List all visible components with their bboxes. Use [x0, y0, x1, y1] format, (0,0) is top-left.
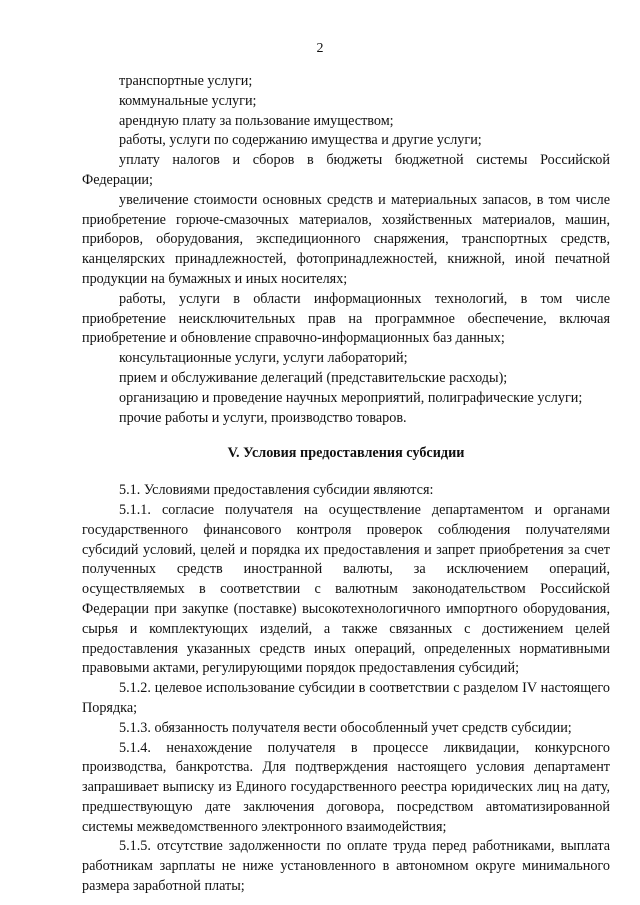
section-heading: V. Условия предоставления субсидии [227, 445, 465, 462]
list-item: работы, услуги по содержанию имущества и другие услуги; [119, 132, 482, 149]
section-paragraph: 5.1.1. согласие получателя на осуществление департаментом и органами государственного финансового контроля проверок соблюдения получателями субсидий условий, целей и порядка их предоставления и запрет приобретения за счет полученных средств иностранной валюты, за исключением операций, осуществляемых в соответствии с валютным законодательством Российской Федерации при закупке (поставке) высокотехнологичного импортного оборудования, сырья и комплектующих изделий, а также связанных с достижением целей предоставления указанных средств иных операций, определенных нормативными правовыми актами, регулирующими порядок предоставления субсидий; [82, 501, 610, 677]
list-item: коммунальные услуги; [119, 92, 257, 109]
document-body [82, 72, 610, 897]
section-paragraph: 5.1.5. отсутствие задолженности по оплате труда перед работниками, выплата работникам зарплаты не ниже установленного в автономном округе минимального размера заработной платы; [82, 838, 610, 895]
list-item: организацию и проведение научных мероприятий, полиграфические услуги; [119, 389, 583, 406]
list-item: прочие работы и услуги, производство товаров. [119, 409, 407, 426]
section-paragraph: 5.1.3. обязанность получателя вести обособленный учет средств субсидии; [119, 719, 572, 736]
list-item: уплату налогов и сборов в бюджеты бюджетной системы Российской Федерации; [82, 152, 610, 188]
section-paragraph: 5.1. Условиями предоставления субсидии являются: [119, 482, 434, 499]
list-item: увеличение стоимости основных средств и материальных запасов, в том числе приобретение горюче-смазочных материалов, хозяйственных материалов, машин, приборов, оборудования, экспедиционного снаряжения, транспортных средств, канцелярских принадлежностей, фотопринадлежностей, книжной, иной печатной продукции на бумажных и иных носителях; [82, 191, 610, 287]
list-item: консультационные услуги, услуги лабораторий; [119, 350, 408, 367]
list-item: работы, услуги в области информационных технологий, в том числе приобретение неисключительных прав на программное обеспечение, включая приобретение и обновление справочно-информационных баз данных; [82, 290, 610, 347]
section-paragraph: 5.1.2. целевое использование субсидии в соответствии с разделом IV настоящего Порядка; [82, 680, 610, 716]
list-item: арендную плату за пользование имуществом; [119, 112, 394, 129]
list-item: прием и обслуживание делегаций (представительские расходы); [119, 369, 508, 386]
page-number: 2 [316, 41, 324, 56]
list-item: транспортные услуги; [119, 73, 253, 89]
section-paragraph: 5.1.4. ненахождение получателя в процессе ликвидации, конкурсного производства, банкротства. Для подтверждения настоящего условия департамент запрашивает выписку из Единого государственного реестра юридических лиц на дату, предшествующую дате заключения договора, посредством автоматизированной системы межведомственного электронного взаимодействия; [82, 739, 610, 835]
